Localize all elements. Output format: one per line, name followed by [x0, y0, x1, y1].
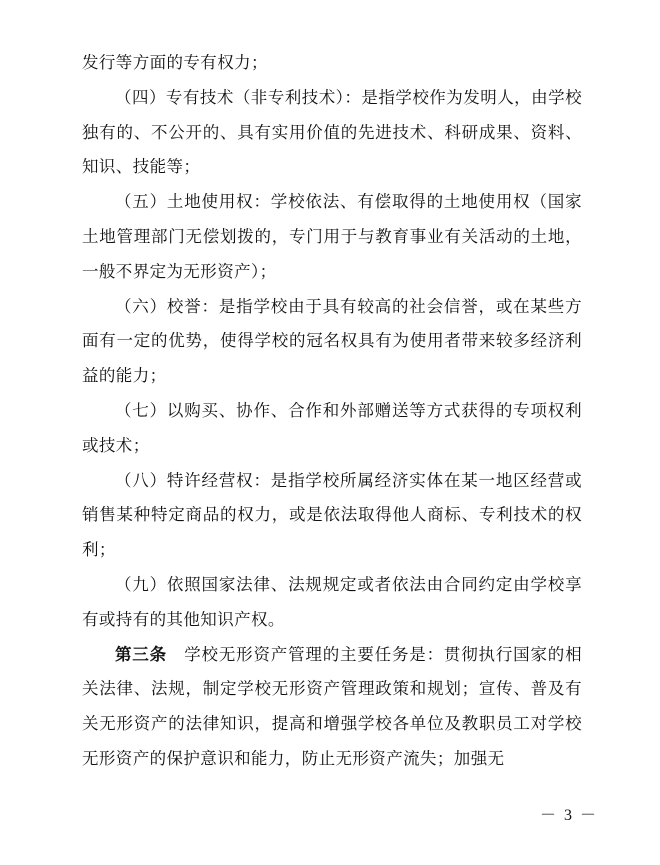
- paragraph-item-9: （九）依照国家法律、法规规定或者依法由合同约定由学校享有或持有的其他知识产权。: [82, 574, 582, 629]
- article-3-label: 第三条: [115, 644, 167, 664]
- paragraph-item-7: （七）以购买、协作、合作和外部赠送等方式获得的专项权利或技术；: [82, 400, 582, 455]
- paragraph-item-4: （四）专有技术（非专利技术）：是指学校作为发明人，由学校独有的、不公开的、具有实用价值的先进技术、科研成果、资料、知识、技能等；: [82, 87, 582, 177]
- paragraph-item-8: （八）特许经营权：是指学校所属经济实体在某一地区经营或销售某种特定商品的权力，或是依法取得他人商标、专利技术的权利；: [82, 470, 582, 560]
- page-number: － 3 －: [540, 807, 599, 824]
- document-body: [82, 46, 582, 777]
- paragraph-item-6: （六）校誉：是指学校由于具有较高的社会信誉，或在某些方面有一定的优势，使得学校的冠名权具有为使用者带来较多经济利益的能力；: [82, 296, 582, 386]
- article-3-paragraph: [82, 638, 582, 777]
- paragraph-continuation: 发行等方面的专有权力；: [82, 53, 268, 72]
- paragraph-item-5: （五）土地使用权：学校依法、有偿取得的土地使用权（国家土地管理部门无偿划拨的，专门用于与教育事业有关活动的土地，一般不界定为无形资产）；: [82, 192, 582, 281]
- article-3-text: 学校无形资产管理的主要任务是：贯彻执行国家的相关法律、法规，制定学校无形资产管理政策和规划；宣传、普及有关无形资产的法律知识，提高和增强学校各单位及教职员工对学校无形资产的保护意识和能力，防止无形资产流失；加强无: [82, 644, 582, 768]
